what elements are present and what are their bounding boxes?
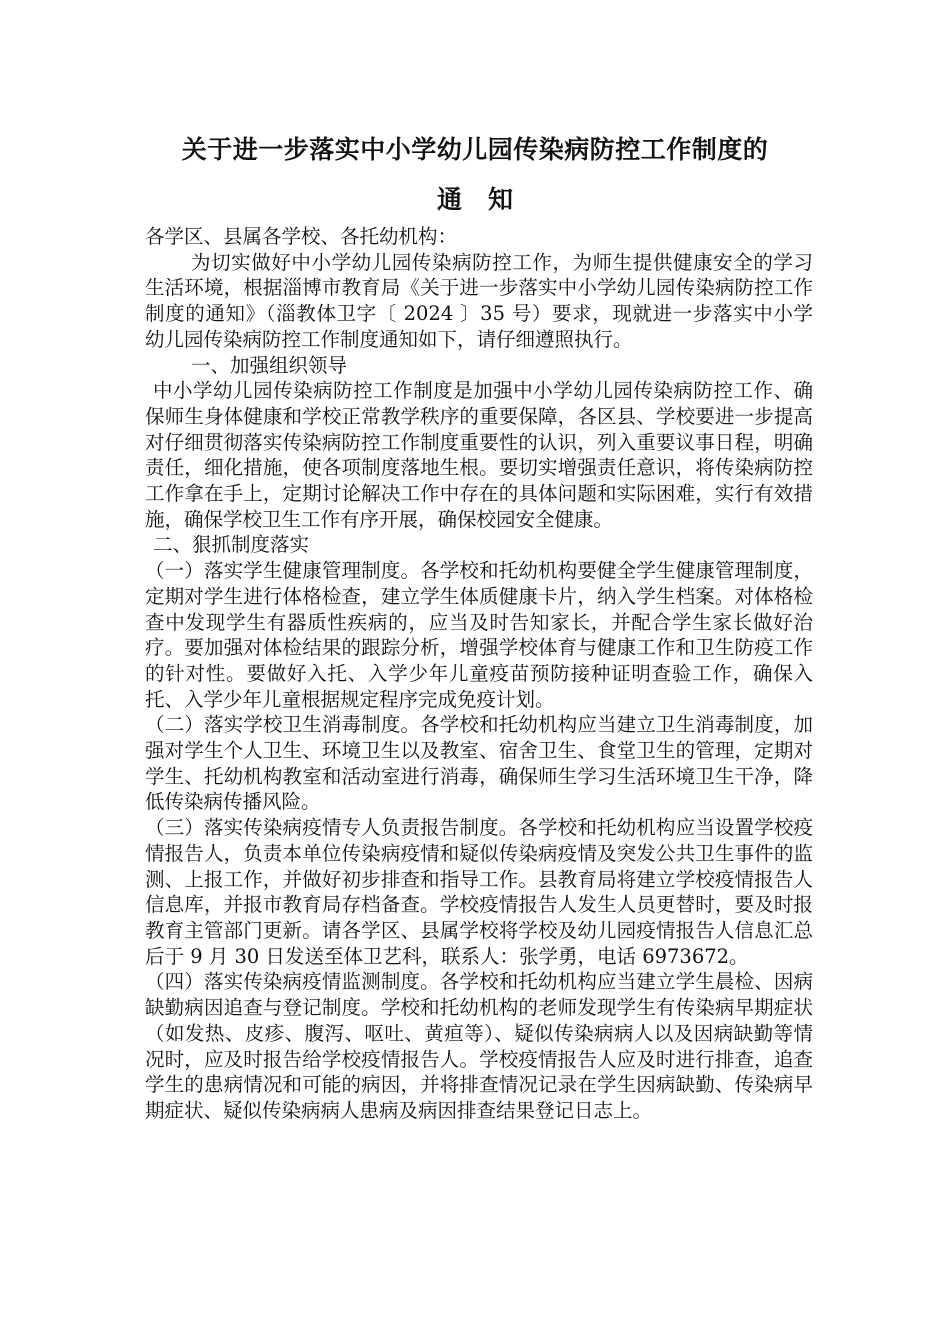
section2-heading: 二、狠抓制度落实 bbox=[153, 533, 310, 557]
salutation: 各学区、县属各学校、各托幼机构： bbox=[145, 225, 458, 248]
document-title-line1: 关于进一步落实中小学幼儿园传染病防控工作制度的 bbox=[181, 135, 769, 164]
section2-item3-paragraph: （三）落实传染病疫情专人负责报告制度。各学校和托幼机构应当设置学校疫情报告人，负责本单位传染病疫情和疑似传染病疫情及突发公共卫生事件的监测、上报工作，并做好初步排查和指导工作。县教育局将建立学校疫情报告人信息库，并报市教育局存档备查。学校疫情报告人发生人员更替时，要及时报教育主管部门更新。请各学区、县属学校将学校及幼儿园疫情报告人信息汇总后于 9 月 30 日发送至体卫艺科，联系人：张学勇，电话 6973672。 bbox=[145, 816, 813, 968]
document-body bbox=[145, 224, 813, 1124]
section1-heading: 一、加强组织领导 bbox=[191, 353, 348, 377]
intro-paragraph: 为切实做好中小学幼儿园传染病防控工作，为师生提供健康安全的学习生活环境，根据淄博市教育局《关于进一步落实中小学幼儿园传染病防控工作制度的通知》（淄教体卫字〔 2024 〕35 号）要求，现就进一步落实中小学幼儿园传染病防控工作制度通知如下，请仔细遵照执行。 bbox=[145, 250, 813, 351]
section2-item2-paragraph: （二）落实学校卫生消毒制度。各学校和托幼机构应当建立卫生消毒制度，加强对学生个人卫生、环境卫生以及教室、宿舍卫生、食堂卫生的管理，定期对学生、托幼机构教室和活动室进行消毒，确保师生学习生活环境卫生干净，降低传染病传播风险。 bbox=[145, 713, 813, 814]
section1-paragraph: 中小学幼儿园传染病防控工作制度是加强中小学幼儿园传染病防控工作、确保师生身体健康和学校正常教学秩序的重要保障，各区县、学校要进一步提高对仔细贯彻落实传染病防控工作制度重要性的认识，列入重要议事日程，明确责任，细化措施，使各项制度落地生根。要切实增强责任意识，将传染病防控工作拿在手上，定期讨论解决工作中存在的具体问题和实际困难，实行有效措施，确保学校卫生工作有序开展，确保校园安全健康。 bbox=[145, 379, 813, 531]
document-title-line2: 通知 bbox=[436, 185, 539, 214]
section2-item4-paragraph: （四）落实传染病疫情监测制度。各学校和托幼机构应当建立学生晨检、因病缺勤病因追查与登记制度。学校和托幼机构的老师发现学生有传染病早期症状（如发热、皮疹、腹泻、呕吐、黄疸等）、疑似传染病病人以及因病缺勤等情况时，应及时报告给学校疫情报告人。学校疫情报告人应及时进行排查，追查学生的患病情况和可能的病因，并将排查情况记录在学生因病缺勤、传染病早期症状、疑似传染病病人患病及病因排查结果登记日志上。 bbox=[145, 970, 813, 1122]
section2-item1-paragraph: （一）落实学生健康管理制度。各学校和托幼机构要健全学生健康管理制度，定期对学生进行体格检查，建立学生体质健康卡片，纳入学生档案。对体格检查中发现学生有器质性疾病的，应当及时告知家长，并配合学生家长做好治疗。要加强对体检结果的跟踪分析，增强学校体育与健康工作和卫生防疫工作的针对性。要做好入托、入学少年儿童疫苗预防接种证明查验工作，确保入托、入学少年儿童根据规定程序完成免疫计划。 bbox=[145, 559, 813, 711]
